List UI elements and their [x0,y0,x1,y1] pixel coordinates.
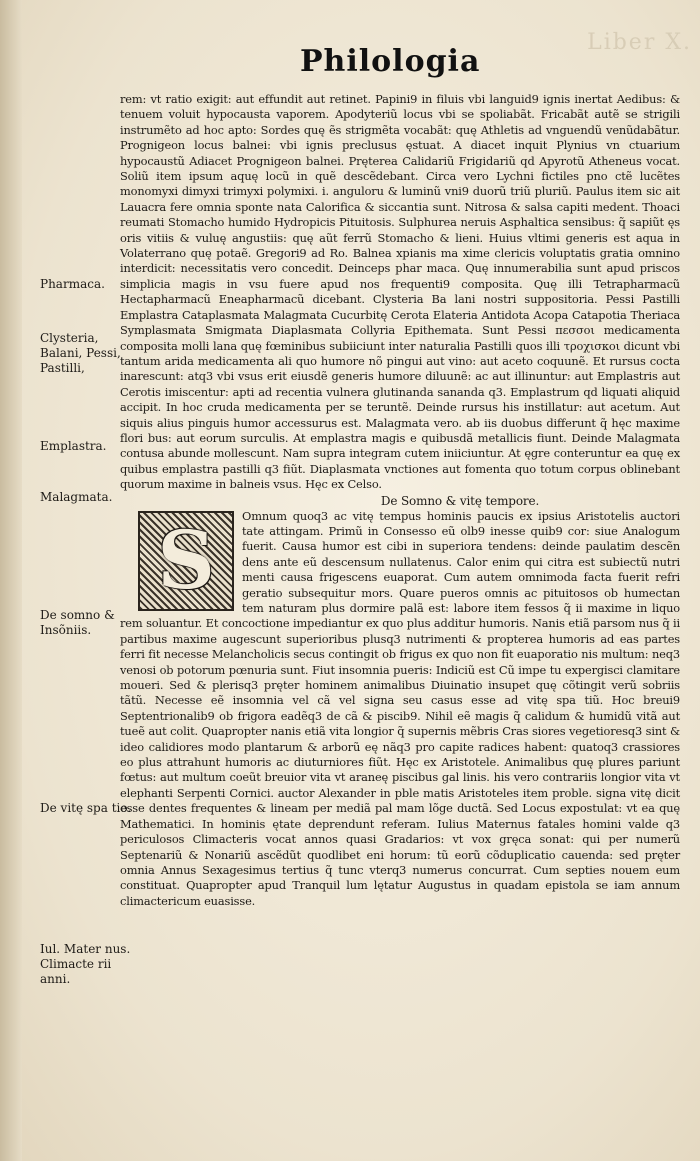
page-gutter [0,0,22,1161]
margin-note: De vitę spa tio. [40,801,132,815]
margin-note: Malagmata. [40,490,113,504]
margin-note: Emplastra. [40,439,107,453]
section-title: De Somno & vitę tempore. [380,493,540,508]
paragraph-2-wrap [120,509,680,910]
page-title: Philologia [300,44,481,79]
main-text-block [120,92,680,909]
initial-letter: S [157,512,215,607]
paragraph-1: rem: vt ratio exigit: aut effundit aut retinet. Papini9 in filuis vbi languid9 ignis inertat Aedibus: & tenuem voluit hypocausta vaporem. Apodyteriũ locus vbi se spoliabãt. Fricabãt autẽ se strigili instrumẽto ad hoc apto: Sordes quę ẽs strigmẽta vocabãt: quę Athletis ad vnguendũ venũdabãtur. Prognigeon locus balnei: vbi ignis preclusus ęstuat. A diacet inquit Plynius vn ctuarium hypocaustũ Adiacet Prognigeon balnei. Pręterea Calidariũ Frigidariũ qd Apyrotũ Atheneus vocat. Soliũ item ipsum aquę locũ in quẽ descẽdebant. Circa vero Lychni fictiles pno ctẽ lucẽtes monomyxi dimyxi trimyxi polymixi. i. anguloru & luminũ vni9 duorũ triũ pluriũ. Paulus item sic ait Lauacra fere omnia sponte nata Calorifica & siccantia sunt. Nitrosa & salsa capiti medent. Thoaci reumati Stomacho humido Hydropicis Pituitosis. Sulphurea neruis Asphaltica sensibus: q̃ sapiũt ęs oris vitiis & vuluę angustiis: quę aũt ferrũ Stomacho & lieni. Huius vltimi generis est aqua in Volaterrano quę potaẽ. Gregori9 ad Ro. Balnea xpianis ma xime clericis voluptatis gratia omnino interdicit: necessitatis vero concedit. Deinceps phar maca. Quę innumerabilia sunt apud priscos simplicia magis in vsu fuere apud nos frequenti9 composita. Quę illi Tetrapharmacũ Hectapharmacũ Eneapharmacũ dicebant. Clysteria Ba lani nostri suppositoria. Pessi Pastilli Emplastra Cataplasmata Malagmata Cucurbitę Cerota Elateria Antidota Acopa Catapotia Theriaca Symplasmata Smigmata Diaplasmata Collyria Epithemata. Sunt Pessi πεσσοι medicamenta composita molli lana quę fœminibus subiiciunt inter naturalia Pastilli quos illi τροχισκοι dicunt vbi tantum arida medicamenta ali quo humore nõ pingui aut vino: aut aceto coquunẽ. Et rursus cocta inarescunt: atq3 vbi vsus erit eiusdẽ generis humore diluunẽ: ac aut illinuntur: aut Emplastris aut Cerotis imiscentur: apti ad recentia vulnera glutinanda sananda q3. Emplastrum qd liquati aliquid accipit. In hoc cruda medicamenta per se teruntẽ. Deinde rursus his instillatur: aut acetum. Aut siquis alius pinguis humor accessurus est. Malagmata vero. ab iis duobus differunt q̃ hęc maxime flori bus: aut eorum surculis. At emplastra magis e quibusdã metallicis fiunt. Deinde Malagmata contusa abunde mollescunt. Nam supra integram cutem iniiciuntur. At ęgre conteruntur ea quę ex quibus emplastra pastilli q3 fiũt. Diaplasmata vnctiones aut fomenta quo totum corpus oblinebant quorum maxime in balneis vsus. Hęc ex Celso. [120,92,680,492]
margin-note: Pharmaca. [40,277,105,291]
margin-note: Clysteria, Balani, Pessi, Pastilli, [40,331,121,375]
bleed-through-text: Liber X. [587,30,692,55]
decorated-initial [138,511,234,611]
margin-note: Iul. Mater nus. Climacte rii anni. [40,942,131,986]
margin-note: De somno & Insõniis. [40,608,115,637]
paragraph-2: Omnum quoq3 ac vitę tempus hominis paucis ex ipsius Aristotelis auctori tate attingam. Primũ in Consesso eũ olb9 inesse quib9 cor: siue Analogum fuerit. Causa humor est cibi in superiora tendens: deinde paulatim descẽn dens ante eũ descensum nullatenus. Calor enim qui citra est subiectũ nutri menti causa frigescens euaporat. Cum autem omnimoda facta fuerit refri geratio subsequitur mors. Quare pueros omnis ac pituitosos ob humectan tem naturam plus dormire palã est: labore item fessos q̃ ii maxime in liquo rem soluantur. Et concoctione impediantur ex quo plus additur humoris. Nanis etiã parsom nus q̃ ii partibus maxime augescunt superioribus plusq3 nutrimenti & propterea humoris ad eas partes ferri fit necesse Melancholicis secus contingit ob frigus ex quo non fit euaporatio nis multum: neq3 venosi ob potorum pœnuria sunt. Fiut insomnia pueris: Indiciũ est Cũ impe tu expergisci clamitare moueri. Sed & plerisq3 pręter hominem animalibus Diuinatio insupet quę cõtingit verũ sobriis tãtũ. Necesse eẽ insomnia vel cã vel signa seu casus esse ad vitę spa tiũ. Hoc breui9 Septentrionalib9 ob frigora eadẽq3 de cã & piscib9. Nihil eẽ magis q̃ calidum & humidũ vitã aut tueẽ aut colit. Quapropter nanis etiã vita longior q̃ supernis mẽbris Cras siores vegetioresq3 sint & ideo calidiores modo plantarum & arborũ eę nãq3 pro capite radices habent: quatoq3 crassiores eo plus attrahunt humoris ac diuturniores fiũt. Hęc ex Aristotele. Animalibus quę plures pariunt fœtus: aut multum coeũt breuior vita vt araneę piscibus gal linis. his vero contrariis longior vita vt elephanti Serpenti Cornici. auctor Alexander in pble matis Aristoteles item proble. signa vitę dicit esse dentes frequentes & lineam per mediã pal mam lõge ductã. Sed Locus expostulat: vt ea quę Mathematici. In hominis ętate deprendunt referam. Iulius Maternus fatales homini valde q3 periculosos Climacteris vocat annos quasi Gradarios: vt vox gręca sonat: qui per numerũ Septenariũ & Nonariũ ascẽdũt quodlibet eni horum: tũ eorũ cõduplicatio cauenda: sed pręter omnia Annus Sexagesimus tertius q̃ tunc vterq3 numerus concurrat. Cum septies nouem eum constituat. Quapropter apud Tranquil lum lętatur Augustus in quadam epistola se iam annum climactericum euasisse. [120,508,680,908]
